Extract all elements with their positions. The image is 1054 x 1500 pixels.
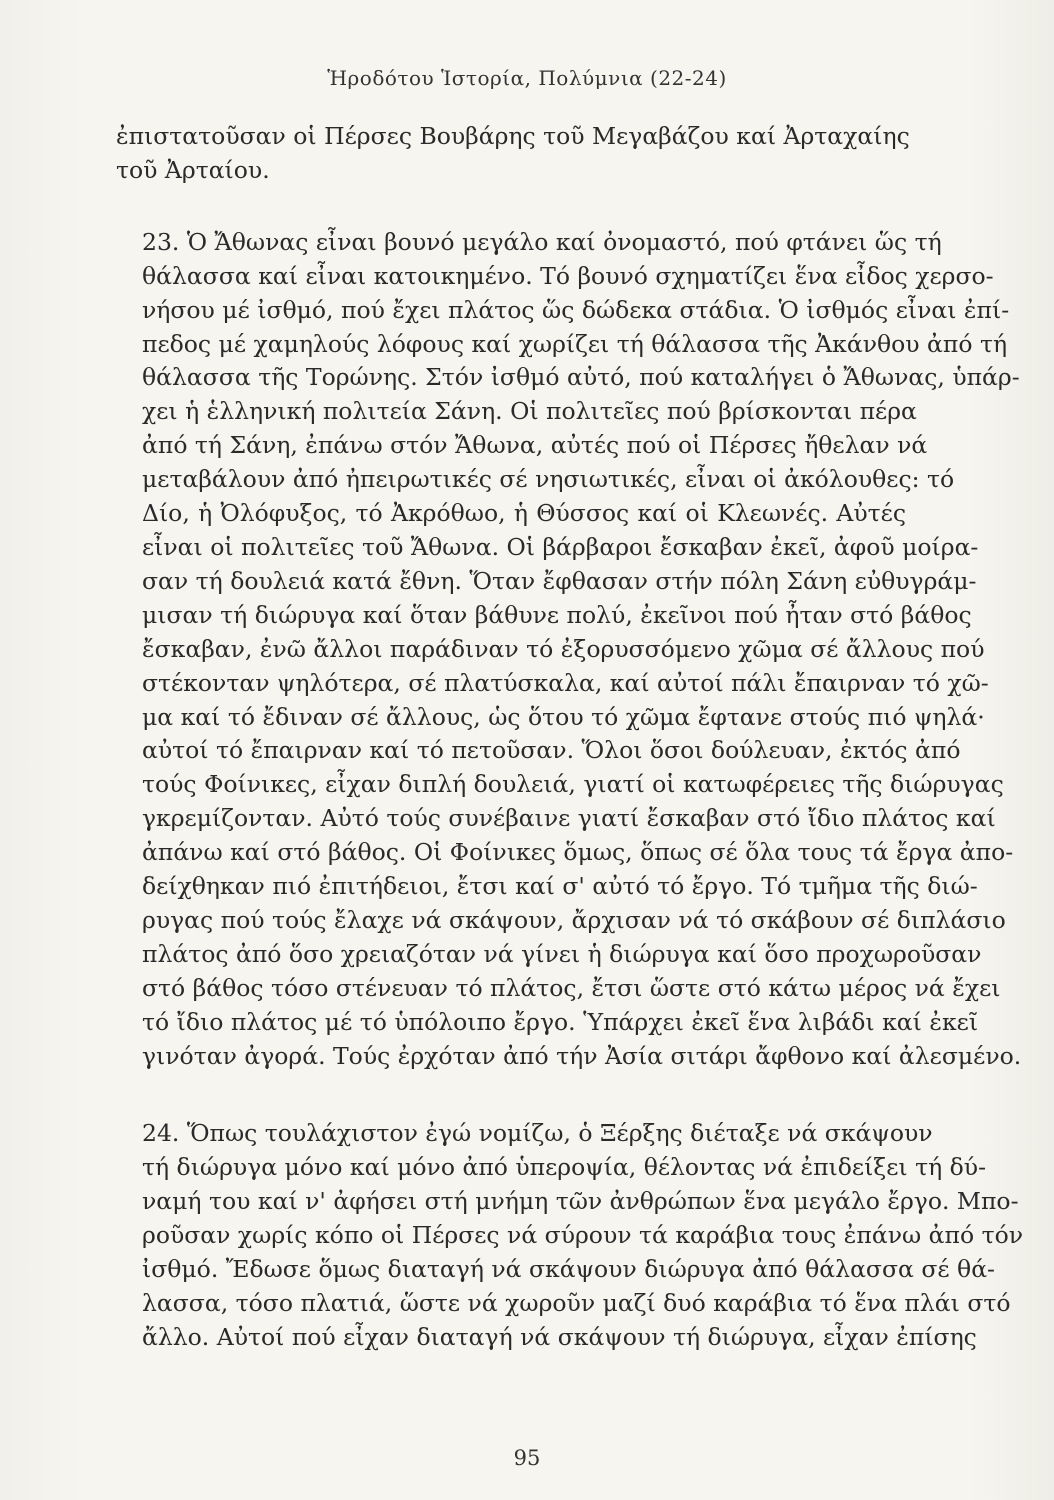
text-line: στό βάθος τόσο στένευαν τό πλάτος, ἔτσι ὥστε στό κάτω μέρος νά ἔχει [142, 973, 1001, 1002]
text-line: γκρεμίζονταν. Αὐτό τούς συνέβαινε γιατί ἔσκαβαν στό ἴδιο πλάτος καί [142, 804, 996, 833]
text-line: ἐπιστατοῦσαν οἱ Πέρσες Βουβάρης τοῦ Μεγαβάζου καί Ἀρταχαίης [116, 122, 910, 150]
text-line: χει ἡ ἑλληνική πολιτεία Σάνη. Οἱ πολιτεῖες πού βρίσκονται πέρα [142, 397, 917, 426]
text-line: ἔσκαβαν, ἐνῶ ἄλλοι παράδιναν τό ἐξορυσσόμενο χῶμα σέ ἄλλους πού [142, 634, 985, 663]
text-line: ροῦσαν χωρίς κόπο οἱ Πέρσες νά σύρουν τά καράβια τους ἐπάνω ἀπό τόν [142, 1221, 1023, 1250]
text-line: ἀπό τή Σάνη, ἐπάνω στόν Ἄθωνα, αὐτές πού οἱ Πέρσες ἤθελαν νά [142, 431, 928, 460]
text-line: τό ἴδιο πλάτος μέ τό ὑπόλοιπο ἔργο. Ὑπάρχει ἐκεῖ ἕνα λιβάδι καί ἐκεῖ [142, 1007, 979, 1036]
text-line: νήσου μέ ἰσθμό, πού ἔχει πλάτος ὥς δώδεκα στάδια. Ὁ ἰσθμός εἶναι ἐπί- [142, 295, 1010, 324]
paragraph-23 [116, 226, 1022, 1074]
text-line: ἀπάνω καί στό βάθος. Οἱ Φοίνικες ὅμως, ὅπως σέ ὅλα τους τά ἔργα ἀπο- [142, 838, 1014, 867]
text-line: πλάτος ἀπό ὅσο χρειαζόταν νά γίνει ἡ διώρυγα καί ὅσο προχωροῦσαν [142, 939, 982, 968]
text-line: αὐτοί τό ἔπαιρναν καί τό πετοῦσαν. Ὅλοι ὅσοι δούλευαν, ἐκτός ἀπό [142, 736, 961, 765]
text-line: λασσα, τόσο πλατιά, ὥστε νά χωροῦν μαζί δυό καράβια τό ἕνα πλάι στό [142, 1289, 1011, 1317]
text-line: τούς Φοίνικες, εἶχαν διπλή δουλειά, γιατί οἱ κατωφέρειες τῆς διώρυγας [142, 770, 1004, 799]
text-line: πεδος μέ χαμηλούς λόφους καί χωρίζει τή θάλασσα τῆς Ἀκάνθου ἀπό τή [142, 329, 1008, 358]
text-line: θάλασσα καί εἶναι κατοικημένο. Τό βουνό σχηματίζει ἕνα εἶδος χερσο- [142, 261, 994, 290]
text-line: μα καί τό ἔδιναν σέ ἄλλους, ὡς ὅτου τό χῶμα ἔφτανε στούς πιό ψηλά· [142, 702, 985, 731]
text-line: εἶναι οἱ πολιτεῖες τοῦ Ἄθωνα. Οἱ βάρβαροι ἔσκαβαν ἐκεῖ, ἀφοῦ μοίρα- [142, 532, 979, 561]
text-line: 23. Ὁ Ἄθωνας εἶναι βουνό μεγάλο καί ὀνομαστό, πού φτάνει ὥς τή [142, 227, 942, 256]
paragraph-22-end [116, 120, 910, 188]
text-line: μισαν τή διώρυγα καί ὅταν βάθυνε πολύ, ἐκεῖνοι πού ἦταν στό βάθος [142, 600, 972, 629]
text-line: γινόταν ἀγορά. Τούς ἐρχόταν ἀπό τήν Ἀσία σιτάρι ἄφθονο καί ἀλεσμένο. [142, 1041, 1022, 1070]
text-line: ναμή του καί ν' ἀφήσει στή μνήμη τῶν ἀνθρώπων ἕνα μεγάλο ἔργο. Μπο- [142, 1187, 1019, 1216]
body-text [116, 120, 1023, 1355]
text-line: ἰσθμό. Ἔδωσε ὅμως διαταγή νά σκάψουν διώρυγα ἀπό θάλασσα σέ θά- [142, 1255, 995, 1284]
text-line: τοῦ Ἀρταίου. [116, 155, 270, 184]
text-line: σαν τή δουλειά κατά ἔθνη. Ὅταν ἔφθασαν στήν πόλη Σάνη εὐθυγράμ- [142, 566, 977, 595]
text-line: στέκονταν ψηλότερα, σέ πλατύσκαλα, καί αὐτοί πάλι ἔπαιρναν τό χῶ- [142, 668, 989, 697]
text-line: ρυγας πού τούς ἔλαχε νά σκάψουν, ἄρχισαν νά τό σκάβουν σέ διπλάσιο [142, 905, 1006, 934]
text-line: μεταβάλουν ἀπό ἠπειρωτικές σέ νησιωτικές, εἶναι οἱ ἀκόλουθες: τό [142, 465, 955, 494]
text-line: ἄλλο. Αὐτοί πού εἶχαν διαταγή νά σκάψουν τή διώρυγα, εἶχαν ἐπίσης [142, 1322, 977, 1351]
running-head: Ἡροδότου Ἱστορία, Πολύμνια (22-24) [327, 66, 727, 90]
page-number: 95 [513, 1446, 541, 1470]
text-line: θάλασσα τῆς Τορώνης. Στόν ἰσθμό αὐτό, πού καταλήγει ὁ Ἄθωνας, ὑπάρ- [142, 363, 1020, 392]
text-line: Δίο, ἡ Ὀλόφυξος, τό Ἀκρόθωο, ἡ Θύσσος καί οἱ Κλεωνές. Αὐτές [142, 499, 906, 528]
text-line: 24. Ὅπως τουλάχιστον ἐγώ νομίζω, ὁ Ξέρξης διέταξε νά σκάψουν [142, 1119, 933, 1148]
text-line: τή διώρυγα μόνο καί μόνο ἀπό ὑπεροψία, θέλοντας νά ἐπιδείξει τή δύ- [142, 1153, 987, 1182]
text-line: δείχθηκαν πιό ἐπιτήδειοι, ἔτσι καί σ' αὐτό τό ἔργο. Τό τμῆμα τῆς διώ- [142, 872, 978, 901]
paragraph-24 [116, 1117, 1023, 1354]
